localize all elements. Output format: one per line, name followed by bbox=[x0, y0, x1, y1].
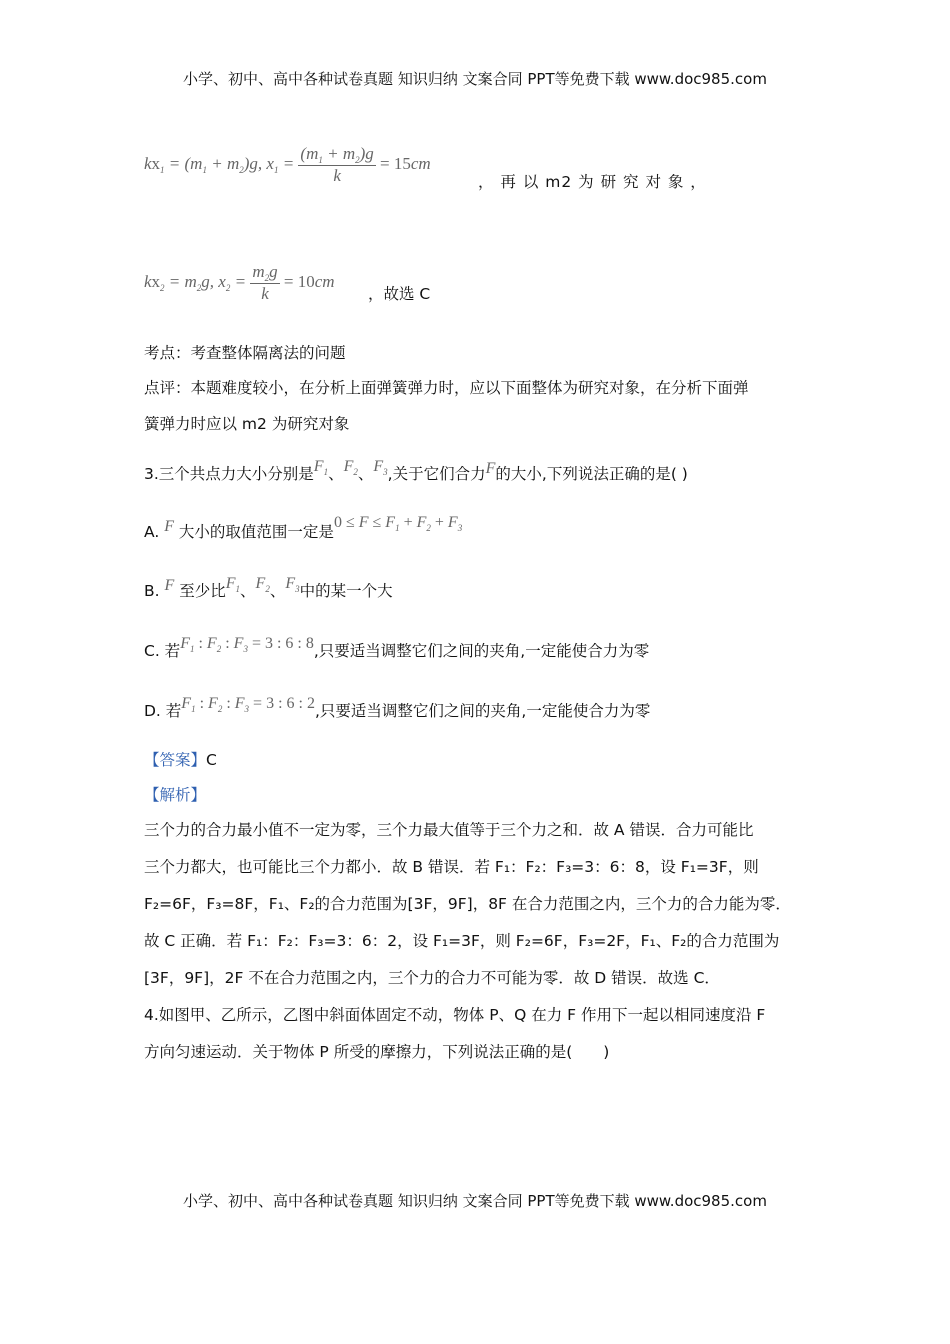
formula-x1-tail: ， 再 以 m2 为 研 究 对 象 ， bbox=[478, 173, 707, 191]
formula-x2: $kx_2 = m_2g$, $x_2$ = $\frac{m_2g}{k}$ = 10cm bbox=[144, 262, 335, 303]
analysis-tag: 【解析】 bbox=[144, 786, 207, 804]
analysis-line-5: [3F，9F]，2F 不在合力范围之内，三个力的合力不可能为零．故 D 错误．故选 C． bbox=[144, 969, 720, 987]
footer-banner: 小学、初中、高中各种试卷真题 知识归纳 文案合同 PPT等免费下载 www.doc985.com bbox=[183, 1192, 767, 1210]
analysis-line-4: 故 C 正确．若 F₁：F₂：F₃=3：6：2，设 F₁=3F，则 F₂=6F，F₃=2F，F₁、F₂的合力范围为 bbox=[144, 932, 780, 950]
q4-line-2: 方向匀速运动．关于物体 P 所受的摩擦力，下列说法正确的是( ) bbox=[144, 1043, 610, 1061]
q3-stem: 3.三个共点力大小分别是$F_1$、$F_2$、$F_3$,关于它们合力F的大小,下列说法正确的是( ) bbox=[144, 458, 688, 483]
kaodian-line: 考点：考查整体隔离法的问题 bbox=[144, 344, 346, 362]
q3-answer bbox=[144, 750, 217, 770]
header-banner: 小学、初中、高中各种试卷真题 知识归纳 文案合同 PPT等免费下载 www.doc985.com bbox=[183, 70, 767, 88]
answer-tag: 【答案】 bbox=[144, 751, 207, 769]
dianping-line-1: 点评：本题难度较小，在分析上面弹簧弹力时，应以下面整体为研究对象，在分析下面弹 bbox=[144, 379, 749, 397]
dianping-line-2: 簧弹力时应以 m2 为研究对象 bbox=[144, 415, 350, 433]
q3-option-c: C. 若$F_1$ : $F_2$ : $F_3 = 3$ : 6 : 8,只要适当调整它们之间的夹角,一定能使合力为零 bbox=[144, 635, 650, 660]
formula-x2-tail: ，故选 C bbox=[368, 285, 431, 303]
analysis-line-2: 三个力都大，也可能比三个力都小．故 B 错误．若 F₁：F₂：F₃=3：6：8，设 F₁=3F，则 bbox=[144, 858, 759, 876]
formula-x1: $kx_1 = (m_1 + m_2)g$, $x_1$ = $\frac{(m_1 + m_2)g}{k}$ = 15cm bbox=[144, 144, 431, 185]
analysis-line-3: F₂=6F，F₃=8F，F₁、F₂的合力范围为[3F，9F]，8F 在合力范围之内，三个力的合力能为零． bbox=[144, 895, 791, 913]
q3-option-b: B. F 至少比$F_1$、$F_2$、$F_3$中的某一个大 bbox=[144, 575, 393, 600]
q3-option-d: D. 若$F_1$ : $F_2$ : $F_3 = 3$ : 6 : 2,只要适当调整它们之间的夹角,一定能使合力为零 bbox=[144, 695, 651, 720]
q3-option-a: A. F 大小的取值范围一定是$0 \le F \le F_1 + F_2 + F_3$ bbox=[144, 514, 463, 541]
answer-value: C bbox=[206, 751, 217, 769]
q4-line-1: 4.如图甲、乙所示，乙图中斜面体固定不动，物体 P、Q 在力 F 作用下一起以相同速度沿 F bbox=[144, 1006, 766, 1024]
analysis-line-1: 三个力的合力最小值不一定为零，三个力最大值等于三个力之和．故 A 错误．合力可能比 bbox=[144, 821, 754, 839]
